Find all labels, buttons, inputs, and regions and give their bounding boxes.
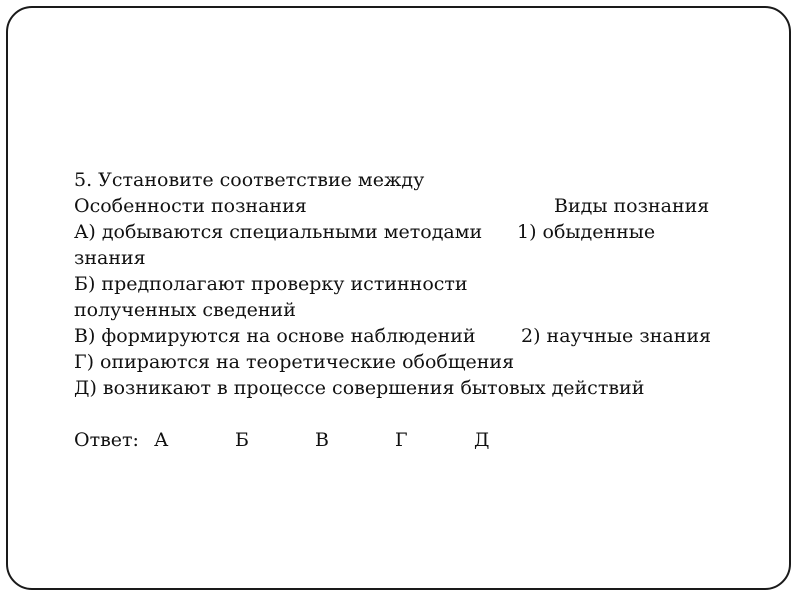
item-a-line xyxy=(74,219,734,245)
item-v-line xyxy=(74,323,734,349)
item-g-line xyxy=(74,349,734,375)
task-content xyxy=(74,167,734,453)
item-d-line xyxy=(74,375,734,401)
item-b-line-2 xyxy=(74,297,734,323)
headers-line xyxy=(74,193,734,219)
answer-letter-a: А xyxy=(154,429,169,451)
type-2: 2) научные знания xyxy=(521,325,712,347)
answer-letter-v: В xyxy=(315,429,329,451)
item-b-continuation: полученных сведений xyxy=(74,299,296,321)
task-title: 5. Установите соответствие между xyxy=(74,169,425,191)
item-d: Д) возникают в процессе совершения бытовых действий xyxy=(74,377,645,399)
answer-letter-d: Д xyxy=(474,429,490,451)
answer-letter-g: Г xyxy=(395,429,408,451)
item-v: В) формируются на основе наблюдений xyxy=(74,325,476,347)
item-a: А) добываются специальными методами xyxy=(74,221,483,243)
answer-label: Ответ: xyxy=(74,429,139,451)
item-b-line-1 xyxy=(74,271,734,297)
answer-letter-b: Б xyxy=(235,429,249,451)
type-1-continuation-line xyxy=(74,245,734,271)
answer-row xyxy=(74,427,734,453)
type-1: 1) обыденные xyxy=(517,221,656,243)
item-b: Б) предполагают проверку истинности xyxy=(74,273,468,295)
right-column-header: Виды познания xyxy=(554,195,710,217)
type-1-continuation: знания xyxy=(74,247,146,269)
task-title-line xyxy=(74,167,734,193)
item-g: Г) опираются на теоретические обобщения xyxy=(74,351,515,373)
left-column-header: Особенности познания xyxy=(74,195,307,217)
